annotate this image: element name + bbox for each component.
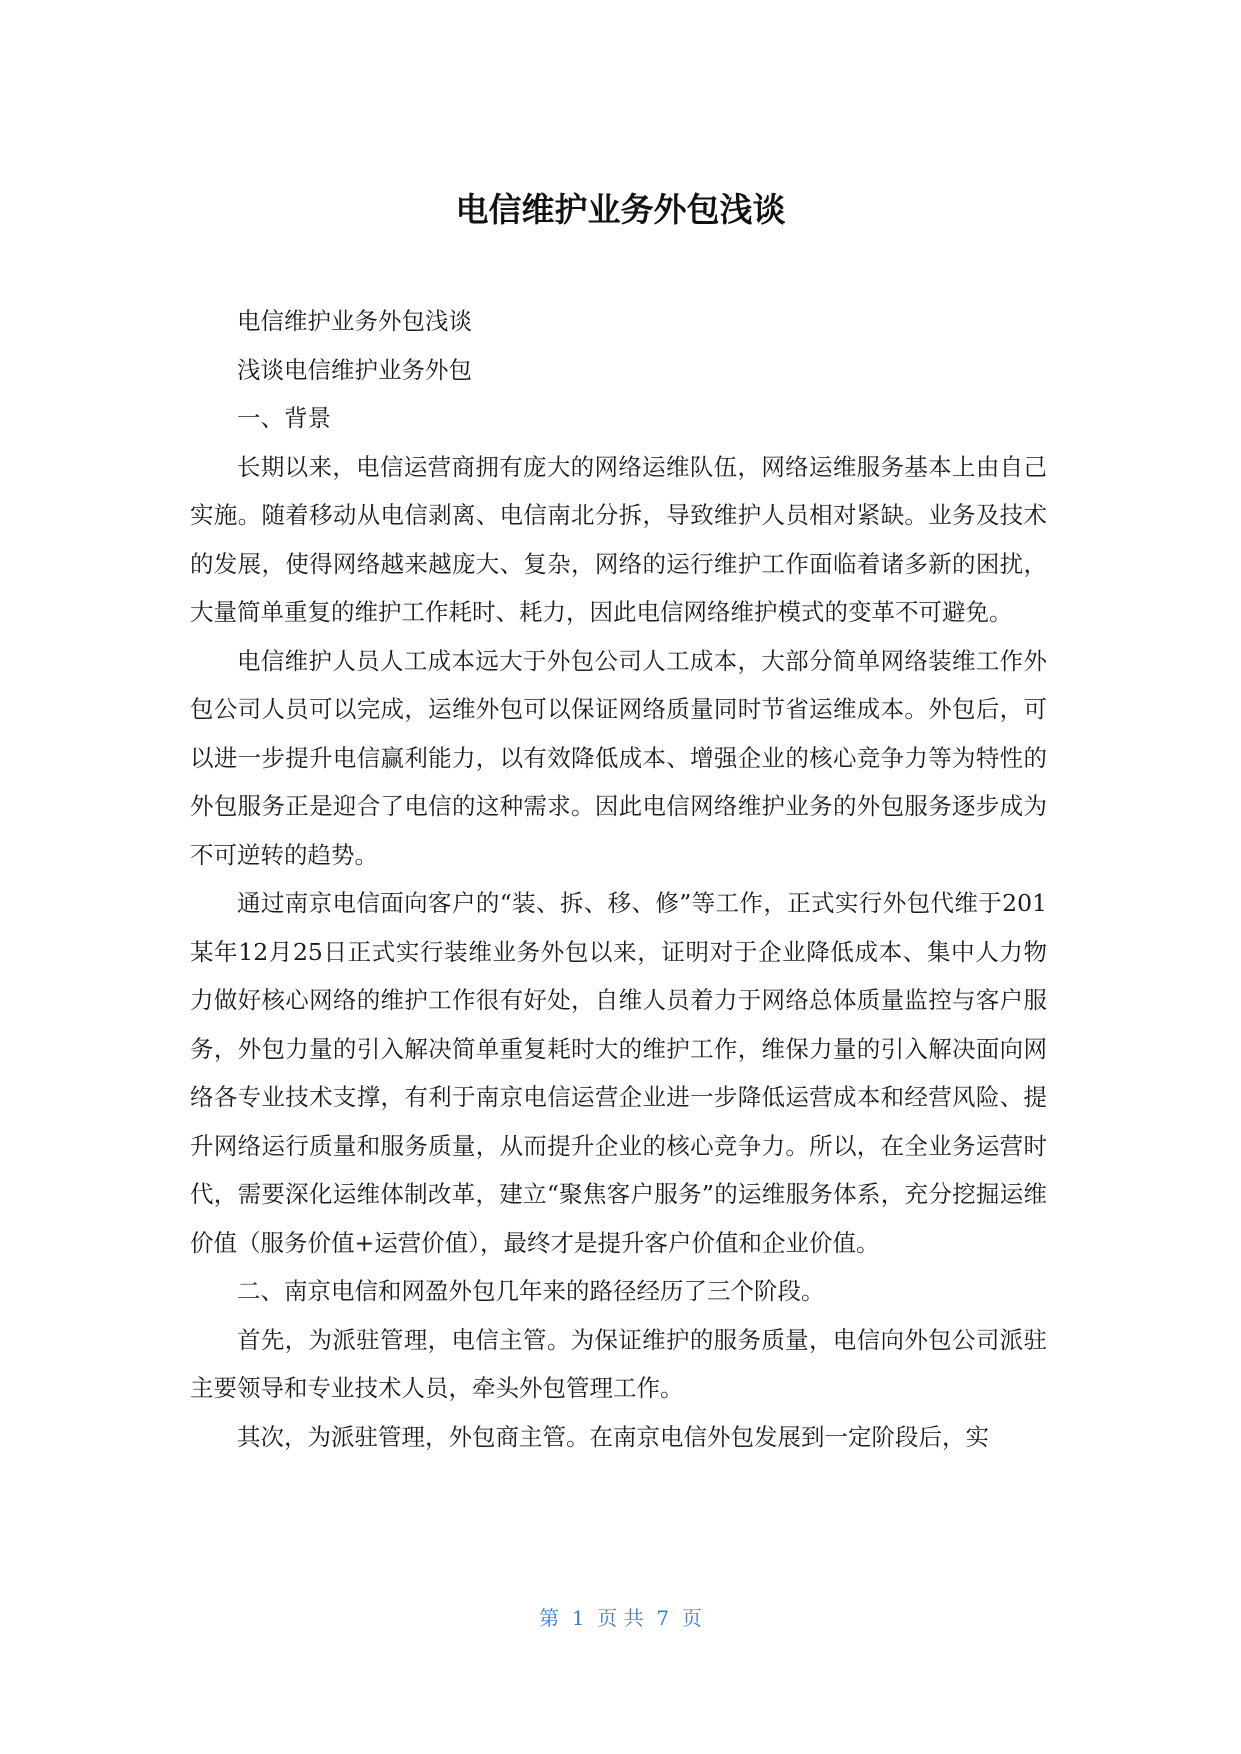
section-heading: 二、南京电信和网盈外包几年来的路径经历了三个阶段。 xyxy=(237,1277,825,1305)
paragraph: 浅谈电信维护业务外包 xyxy=(237,355,472,384)
page-number-footer: 第 1 页 共 7 页 xyxy=(539,1606,702,1630)
document-title: 电信维护业务外包浅谈 xyxy=(455,190,786,229)
paragraph: 电信维护业务外包浅谈 xyxy=(237,307,472,335)
paragraph: 通过南京电信面向客户的“装、拆、移、修”等工作，正式实行外包代维于201某年12月25日正式实行装维业务外包以来，证明对于企业降低成本、集中人力物力做好核心网络的维护工作很有好处，自维人员着力于网络总体质量监控与客户服务，外包力量的引入解决简单重复耗时大的维护工作，维保力量的引入解决面向网络各专业技术支撑，有利于南京电信运营企业进一步降低运营成本和经营风险、提升网络运行质量和服务质量，从而提升企业的核心竞争力。所以，在全业务运营时代，需要深化运维体制改革，建立“聚焦客户服务”的运维服务体系，充分挖掘运维价值（服务价值+运营价值），最终才是提升客户价值和企业价值。 xyxy=(190,889,1047,1257)
paragraph: 长期以来，电信运营商拥有庞大的网络运维队伍，网络运维服务基本上由自己实施。随着移动从电信剥离、电信南北分拆，导致维护人员相对紧缺。业务及技术的发展，使得网络越来越庞大、复杂，网络的运行维护工作面临着诸多新的困扰，大量简单重复的维护工作耗时、耗力，因此电信网络维护模式的变革不可避免。 xyxy=(190,452,1047,626)
section-heading: 一、背景 xyxy=(237,404,331,432)
paragraph: 电信维护人员人工成本远大于外包公司人工成本，大部分简单网络装维工作外包公司人员可以完成，运维外包可以保证网络质量同时节省运维成本。外包后，可以进一步提升电信赢利能力，以有效降低成本、增强企业的核心竞争力等为特性的外包服务正是迎合了电信的这种需求。因此电信网络维护业务的外包服务逐步成为不可逆转的趋势。 xyxy=(190,646,1047,869)
document-body xyxy=(190,297,1047,1461)
paragraph: 其次，为派驻管理，外包商主管。在南京电信外包发展到一定阶段后，实 xyxy=(237,1422,989,1451)
paragraph: 首先，为派驻管理，电信主管。为保证维护的服务质量，电信向外包公司派驻主要领导和专业技术人员，牵头外包管理工作。 xyxy=(190,1325,1047,1402)
